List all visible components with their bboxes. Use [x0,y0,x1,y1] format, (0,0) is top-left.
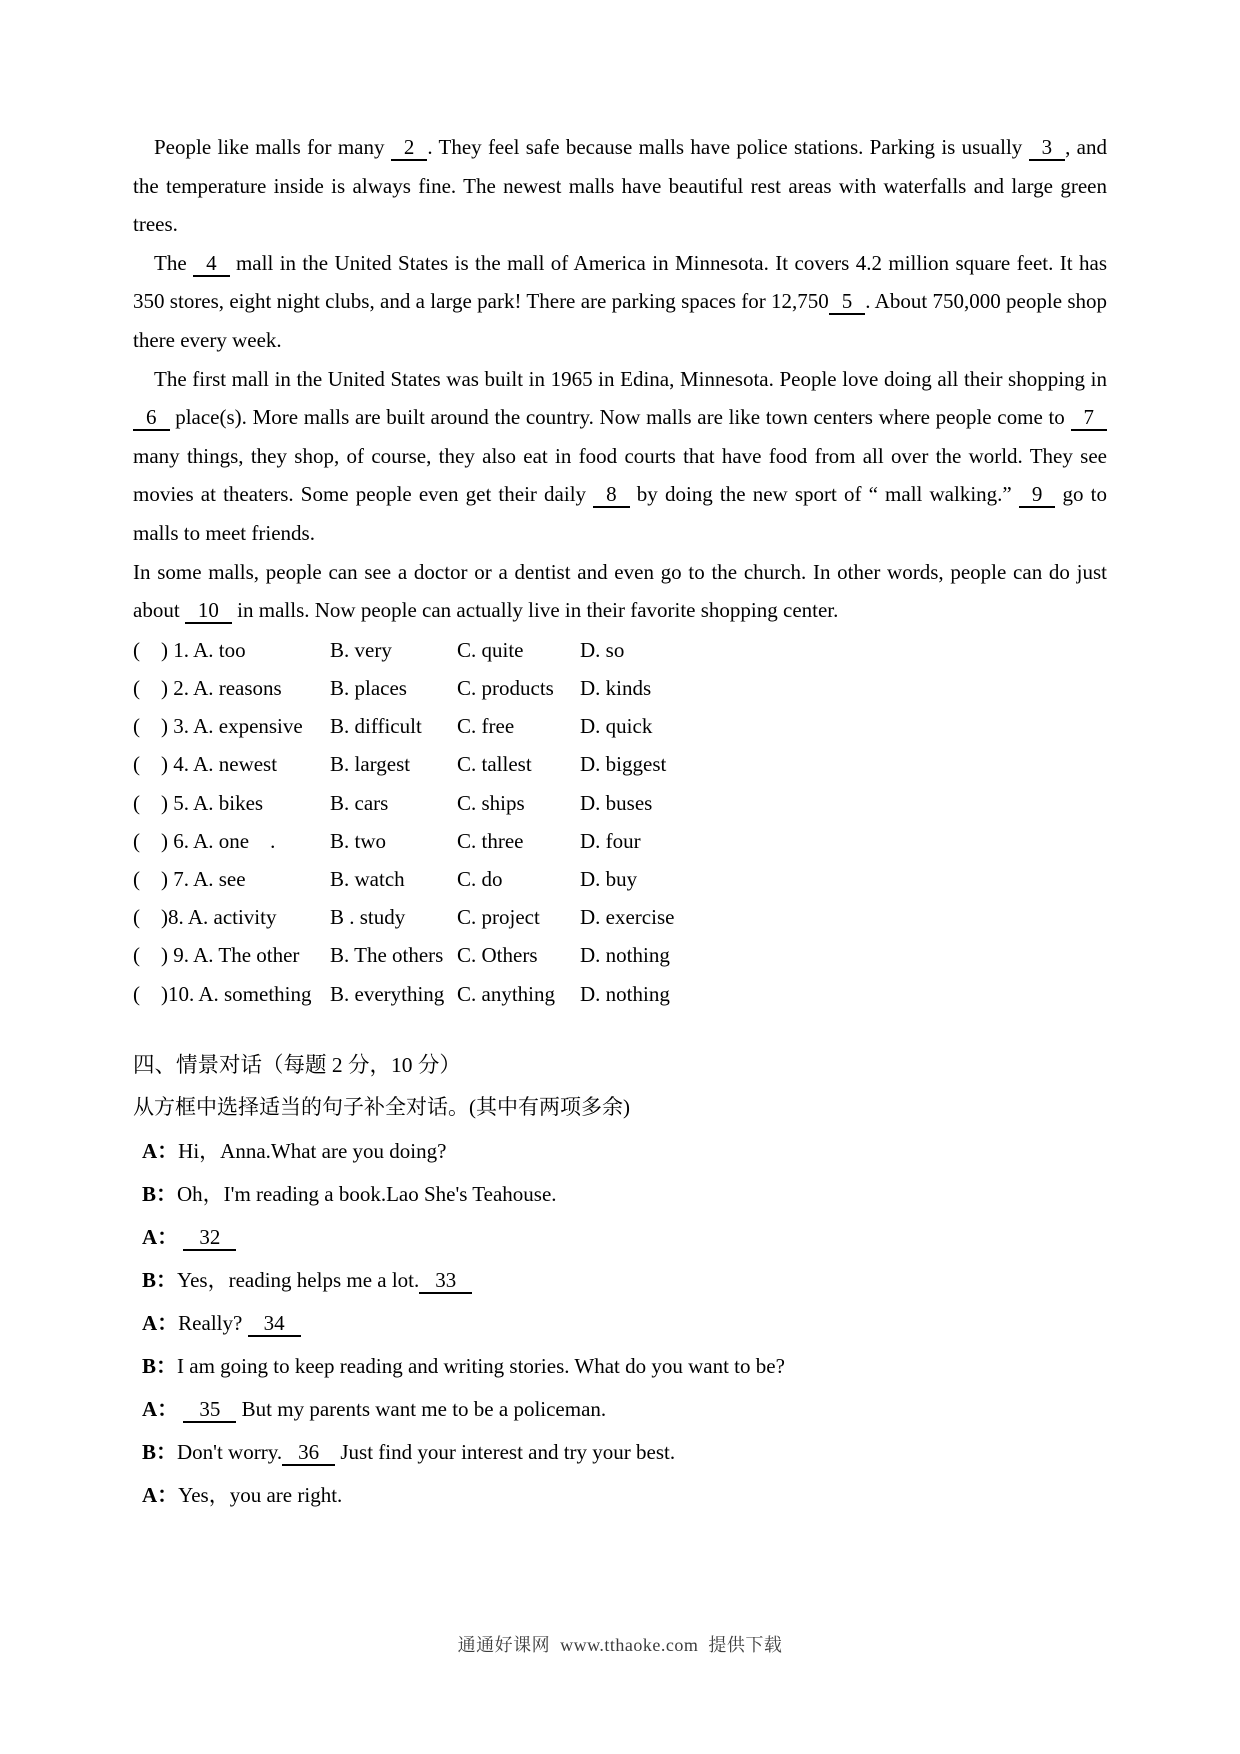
blank-32: 32 [183,1226,236,1251]
text-run: In some malls, people can see a doctor or a dentist and even go to the church. In other words, people can do just about [133,559,1107,623]
option-cell: B. two [330,828,387,853]
option-cell: B. difficult [330,714,422,739]
dialogue-line-6 [142,1345,1107,1388]
dialogue-line-1 [142,1130,1107,1173]
text-run: People like malls for many [154,135,391,159]
blank-5: 5 [829,290,866,315]
blank-10: 10 [185,599,232,624]
cloze-option-row-2 [133,669,1107,707]
text-run: Just find your interest and try your best. [335,1439,676,1464]
option-cell: ( )10. A. something [133,981,312,1006]
text-run: Really? [178,1310,248,1335]
option-cell: D. nothing [580,943,670,968]
cloze-options-list [133,631,1107,1013]
text-run: Hi，Anna.What are you doing? [178,1138,447,1163]
option-cell: B. places [330,675,407,700]
dialogue-text [177,1182,557,1206]
option-cell: B. watch [330,866,405,891]
option-cell: C. ships [457,790,525,815]
option-cell: D. kinds [580,675,652,700]
blank-34: 34 [248,1312,301,1337]
blank-33: 33 [419,1269,472,1294]
option-cell: C. products [457,675,554,700]
dialogue-line-5 [142,1302,1107,1345]
blank-35: 35 [183,1398,236,1423]
dialogue-text [178,1225,236,1249]
cloze-option-row-10 [133,975,1107,1013]
speaker-label: A： [142,1396,179,1421]
text-run: . They feel safe because malls have police stations. Parking is usually [427,135,1029,159]
option-cell: ( ) 6. A. one . [133,828,276,853]
dialogue [133,1130,1107,1517]
dialogue-text [178,1397,606,1421]
blank-6: 6 [133,406,170,431]
text-run: go to malls to meet friends. [133,482,1107,545]
cloze-paragraph-2 [133,244,1107,360]
cloze-option-row-6 [133,822,1107,860]
option-cell: ( ) 7. A. see [133,866,246,891]
cloze-option-row-4 [133,745,1107,783]
speaker-label: B： [142,1181,178,1206]
option-cell: D. nothing [580,981,670,1006]
option-cell: B . study [330,905,406,930]
blank-3: 3 [1029,136,1066,161]
option-cell: C. project [457,905,540,930]
cloze-option-row-3 [133,707,1107,745]
option-cell: ( ) 5. A. bikes [133,790,264,815]
blank-2: 2 [391,136,428,161]
option-cell: B. cars [330,790,389,815]
speaker-label: A： [142,1224,179,1249]
dialogue-line-2 [142,1173,1107,1216]
dialogue-line-4 [142,1259,1107,1302]
section-instruction: 从方框中选择适当的句子补全对话。(其中有两项多余) [133,1094,630,1119]
text-run: The [154,250,194,275]
cloze-option-row-7 [133,860,1107,898]
option-cell: ( ) 1. A. too [133,637,246,662]
option-cell: ( ) 4. A. newest [133,752,278,777]
dialogue-text [177,1268,472,1292]
cloze-paragraph-1 [133,128,1107,244]
option-cell: C. do [457,866,503,891]
speaker-label: A： [142,1482,179,1507]
blank-4: 4 [193,252,230,277]
option-cell: C. anything [457,981,555,1006]
text-run: many things, they shop, of course, they also eat in food courts that have food from all over the world. They see movies at theaters. Some people even get their daily [133,443,1107,507]
dialogue-text [178,1483,342,1507]
option-cell: D. exercise [580,905,675,930]
option-cell: C. Others [457,943,538,968]
dialogue-text [177,1440,675,1464]
option-cell: B. The others [330,943,444,968]
option-cell: B. largest [330,752,411,777]
text-run: Oh，I'm reading a book.Lao She's Teahouse. [177,1181,557,1206]
option-cell: D. biggest [580,752,667,777]
text-run: in malls. Now people can actually live in their favorite shopping center. [231,598,839,623]
blank-36: 36 [282,1441,335,1466]
dialogue-line-3 [142,1216,1107,1259]
text-run: , and the temperature inside is always fine. The newest malls have beautiful rest areas with waterfalls and large green trees. [133,135,1107,237]
text-run: The first mall in the United States was built in 1965 in Edina, Minnesota. People love doing all their shopping in [154,366,1107,391]
text-run: Yes，reading helps me a lot. [177,1267,420,1292]
section-heading: 四、情景对话（每题 2 分，10 分） [133,1052,461,1077]
dialogue-line-7 [142,1388,1107,1431]
option-cell: D. buses [580,790,653,815]
option-cell: D. quick [580,714,653,739]
text-run: Yes，you are right. [178,1482,343,1507]
text-run: place(s). More malls are built around the country. Now malls are like town centers where people come to [169,405,1071,430]
text-run: . About 750,000 people shop there every week. [133,289,1107,352]
option-cell: D. buy [580,866,638,891]
dialogue-text [177,1354,785,1378]
text-run: But my parents want me to be a policeman. [236,1396,607,1421]
cloze-option-row-9 [133,936,1107,974]
option-cell: ( )8. A. activity [133,905,277,930]
dialogue-line-8 [142,1431,1107,1474]
dialogue-line-9 [142,1474,1107,1517]
speaker-label: A： [142,1310,179,1335]
option-cell: ( ) 2. A. reasons [133,675,282,700]
page-footer: 通通好课网 www.tthaoke.com 提供下载 [457,1635,783,1655]
text-run: by doing the new sport of “ mall walking.” [629,482,1019,507]
option-cell: C. three [457,828,524,853]
option-cell: B. very [330,637,392,662]
blank-8: 8 [593,483,630,508]
text-run: Don't worry. [177,1439,283,1464]
option-cell: C. free [457,714,515,739]
option-cell: D. so [580,637,625,662]
speaker-label: B： [142,1267,178,1292]
option-cell: C. tallest [457,752,532,777]
option-cell: C. quite [457,637,524,662]
option-cell: ( ) 3. A. expensive [133,714,303,739]
blank-7: 7 [1071,406,1108,431]
option-cell: ( ) 9. A. The other [133,943,300,968]
dialogue-text [178,1311,300,1335]
blank-9: 9 [1019,483,1056,508]
option-cell: B. everything [330,981,445,1006]
cloze-option-row-8 [133,898,1107,936]
text-run: mall in the United States is the mall of America in Minnesota. It covers 4.2 million square feet. It has 350 stores, eight night clubs, and a large park! There are parking spaces for 12,750 [133,250,1107,314]
cloze-paragraph-3 [133,360,1107,553]
speaker-label: B： [142,1353,178,1378]
speaker-label: A： [142,1138,179,1163]
option-cell: D. four [580,828,641,853]
speaker-label: B： [142,1439,178,1464]
dialogue-text [178,1139,446,1163]
cloze-option-row-1 [133,631,1107,669]
text-run: I am going to keep reading and writing stories. What do you want to be? [177,1353,785,1378]
page-content [133,128,1107,1517]
cloze-option-row-5 [133,784,1107,822]
cloze-paragraph-4 [133,553,1107,630]
